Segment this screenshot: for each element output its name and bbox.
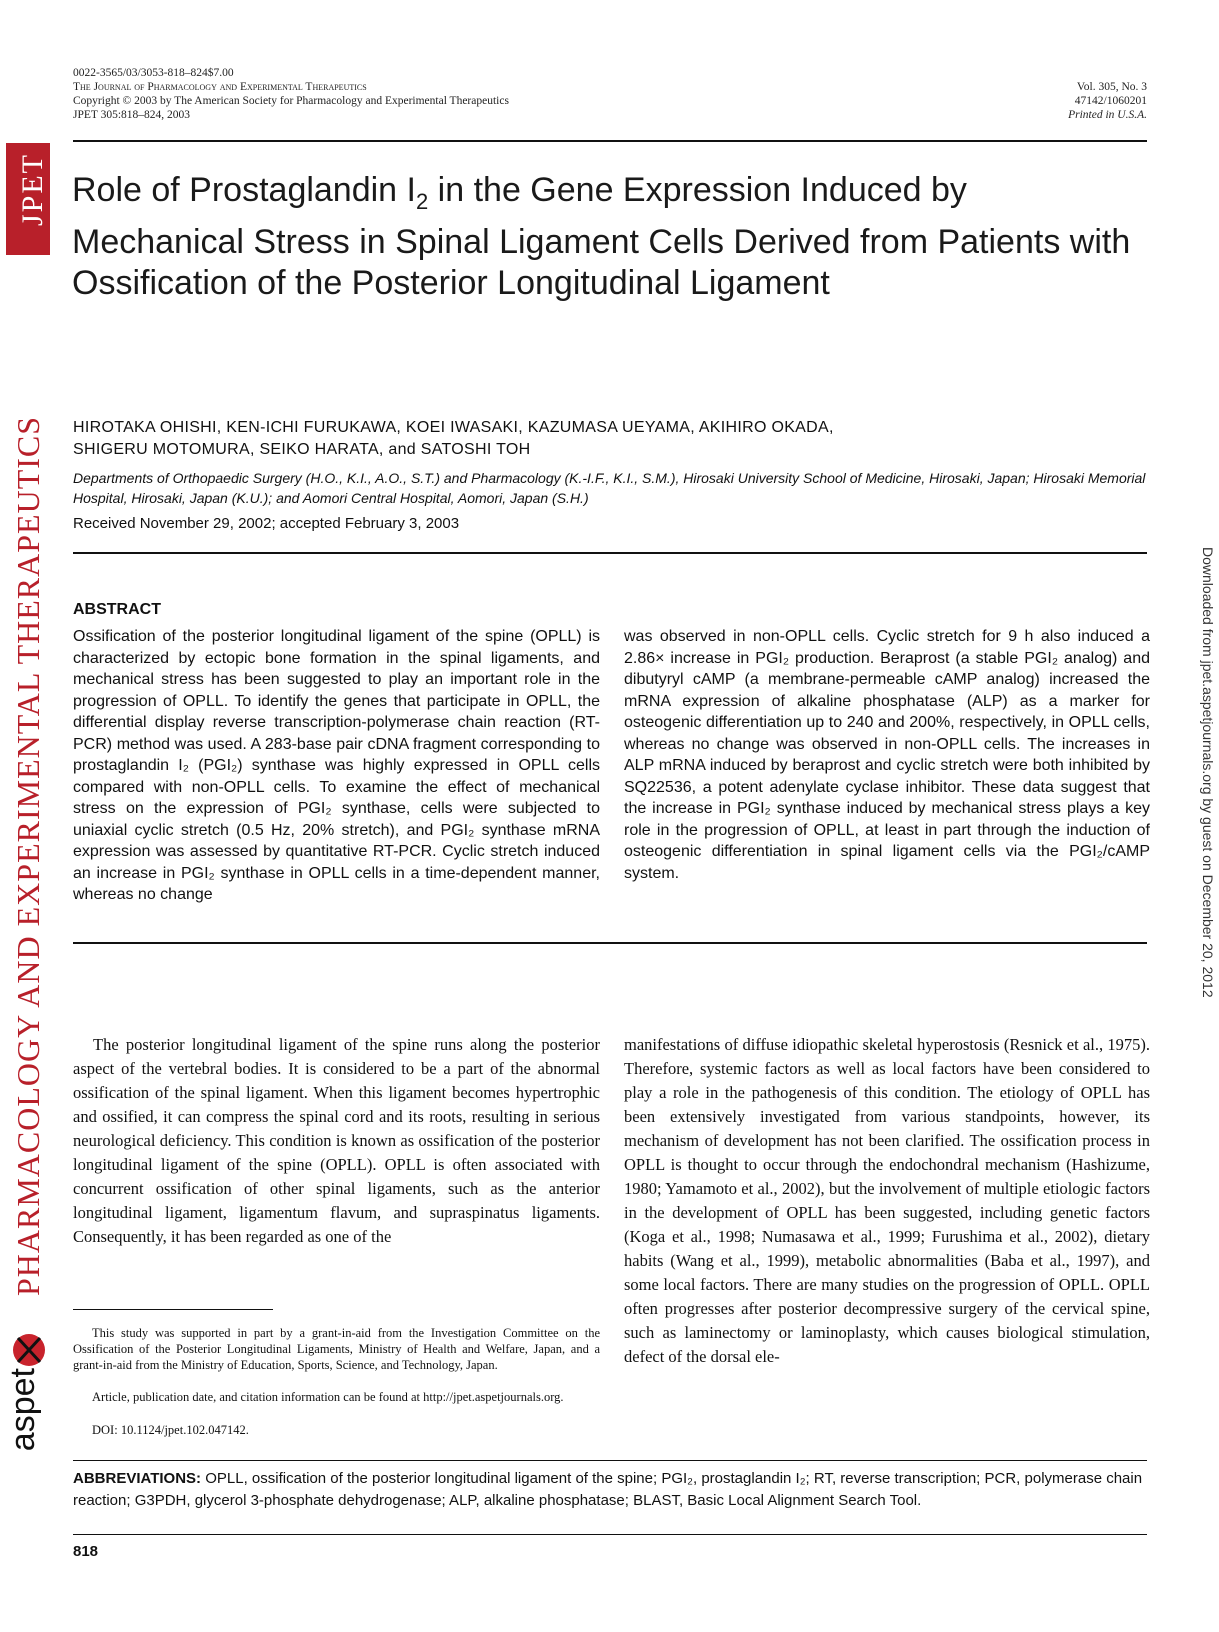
authors-line-1: HIROTAKA OHISHI, KEN-ICHI FURUKAWA, KOEI IWASAKI, KAZUMASA UEYAMA, AKIHIRO OKADA,	[73, 419, 834, 436]
abstract-right-column: was observed in non-OPLL cells. Cyclic stretch for 9 h also induced a 2.86× increase in PGI₂ production. Beraprost (a stable PGI₂ analog) and dibutyryl cAMP (a membrane-permeable cAMP analog) increased the mRNA expression of alkaline phosphatase (ALP) as a marker for osteogenic differentiation up to 240 and 200%, respectively, in OPLL cells, whereas no change was observed in non-OPLL cells. The increases in ALP mRNA induced by beraprost and cyclic stretch were both inhibited by SQ22536, a potent adenylate cyclase inhibitor. These data suggest that the increase in PGI₂ synthase induced by mechanical stress plays a key role in the progression of OPLL, at least in part through the induction of osteogenic differentiation in spinal ligament cells via the PGI₂/cAMP system.	[624, 628, 1150, 882]
page-bottom-rule	[73, 1534, 1147, 1535]
header-copyright: Copyright © 2003 by The American Society for Pharmacology and Experimental Therapeutics	[73, 95, 509, 107]
authors-line-2: SHIGERU MOTOMURA, SEIKO HARATA, and SATOSHI TOH	[73, 441, 531, 458]
aspet-logo	[0, 1330, 50, 1470]
abstract-left-column: Ossification of the posterior longitudinal ligament of the spine (OPLL) is characterized by ectopic bone formation in the spinal ligaments, and mechanical stress has been suggested to play an important role in the progression of OPLL. To identify the genes that participate in OPLL, the differential display reverse transcription-polymerase chain reaction (RT-PCR) method was used. A 283-base pair cDNA fragment corresponding to prostaglandin I₂ (PGI₂) synthase was highly expressed in OPLL cells compared with non-OPLL cells. To examine the effect of mechanical stress on the expression of PGI₂ synthase, cells were subjected to uniaxial cyclic stretch (0.5 Hz, 20% stretch), and PGI₂ synthase mRNA expression was assessed by quantitative RT-PCR. Cyclic stretch induced an increase in PGI₂ synthase in OPLL cells in a time-dependent manner, whereas no change	[73, 628, 600, 903]
author-list	[73, 417, 1113, 461]
abstract-heading: ABSTRACT	[73, 601, 161, 618]
page-number: 818	[73, 1543, 99, 1560]
footnote-funding: This study was supported in part by a grant-in-aid from the Investigation Committee on the Ossification of the Posterior Longitudinal Ligaments, Ministry of Health and Welfare, Japan, and a grant-in-aid from the Ministry of Education, Sports, Science, and Technology, Japan.	[73, 1326, 600, 1372]
header-printed: Printed in U.S.A.	[1068, 109, 1147, 121]
footnote-doi: DOI: 10.1124/jpet.102.047142.	[92, 1423, 249, 1437]
header-volume: Vol. 305, No. 3	[1076, 81, 1147, 93]
download-notice: Downloaded from jpet.aspetjournals.org by guest on December 20, 2012	[1200, 547, 1216, 998]
affiliations: Departments of Orthopaedic Surgery (H.O., K.I., A.O., S.T.) and Pharmacology (K.-I.F., K.I., S.M.), Hirosaki University School of Medicine, Hirosaki, Japan; Hirosaki Memorial Hospital, Hirosaki, Japan (K.U.); and Aomori Central Hospital, Aomori, Japan (S.H.)	[73, 470, 1146, 506]
body-left-column: The posterior longitudinal ligament of the spine runs along the posterior aspect of the vertebral bodies. It is considered to be a part of the abnormal ossification of the spinal ligament. When this ligament becomes hypertrophic and ossified, it can compress the spinal cord and its roots, resulting in serious neurological deficiency. This condition is known as ossification of the posterior longitudinal ligament of the spine (OPLL). OPLL is often associated with concurrent ossification of other spinal ligaments, such as the anterior longitudinal ligament, ligamentum flavum, and supraspinatus ligaments. Consequently, it has been regarded as one of the	[73, 1035, 600, 1246]
sidebar-journal-name: PHARMACOLOGY AND EXPERIMENTAL THERAPEUTICS	[10, 415, 46, 1297]
received-date: Received November 29, 2002; accepted February 3, 2003	[73, 515, 460, 532]
title-subscript: 2	[415, 188, 429, 214]
header-citation: JPET 305:818–824, 2003	[73, 109, 191, 121]
title-part-2: in the Gene Expression Induced by Mechanical Stress in Spinal Ligament Cells Derived from Patients with Ossification of the Posterior Longitudinal Ligament	[72, 171, 1131, 302]
article-title	[72, 170, 1132, 304]
jpet-badge-label: JPET	[16, 153, 49, 227]
abbreviations-label: ABBREVIATIONS:	[73, 1470, 202, 1487]
body-right-column: manifestations of diffuse idiopathic skeletal hyperostosis (Resnick et al., 1975). Therefore, systemic factors as well as local factors have been considered to play a role in the pathogenesis of this condition. The etiology of OPLL has been extensively investigated from various standpoints, however, its mechanism of development has not been clarified. The ossification process in OPLL is thought to occur through the endochondral mechanism (Hashizume, 1980; Yamamoto et al., 2002), but the involvement of multiple etiologic factors in the development of OPLL has been suggested, including genetic factors (Koga et al., 1998; Numasawa et al., 1999; Furushima et al., 2002), dietary habits (Wang et al., 1999), metabolic abnormalities (Baba et al., 1997), and some local factors. There are many studies on the progression of OPLL. OPLL often progresses after posterior decompressive surgery of the cervical spine, such as laminectomy or laminoplasty, which causes biological stimulation, defect of the dorsal ele-	[624, 1035, 1150, 1366]
header-article-id: 47142/1060201	[1074, 95, 1147, 107]
journal-sidebar	[2, 143, 50, 1313]
footnote-rule	[73, 1309, 273, 1310]
jpet-badge	[6, 143, 50, 255]
abstract-bottom-rule	[73, 942, 1147, 944]
journal-header	[73, 66, 713, 122]
header-rule	[73, 140, 1147, 142]
aspet-logo-text: aspet	[4, 1368, 42, 1452]
journal-header-right	[1068, 80, 1147, 122]
header-journal-name: The Journal of Pharmacology and Experimental Therapeutics	[73, 81, 367, 93]
abbreviations	[73, 1468, 1150, 1511]
title-part-1: Role of Prostaglandin I	[72, 171, 416, 209]
footnote-article-info: Article, publication date, and citation information can be found at http://jpet.aspetjournals.org.	[92, 1390, 564, 1404]
header-price-code: 0022-3565/03/3053-818–824$7.00	[73, 67, 234, 79]
abbreviations-text: OPLL, ossification of the posterior longitudinal ligament of the spine; PGI₂, prostaglandin I₂; RT, reverse transcription; PCR, polymerase chain reaction; G3PDH, glycerol 3-phosphate dehydrogenase; ALP, alkaline phosphatase; BLAST, Basic Local Alignment Search Tool.	[73, 1470, 1143, 1509]
abbreviations-top-rule	[73, 1460, 1147, 1461]
abstract-top-rule	[73, 552, 1147, 554]
